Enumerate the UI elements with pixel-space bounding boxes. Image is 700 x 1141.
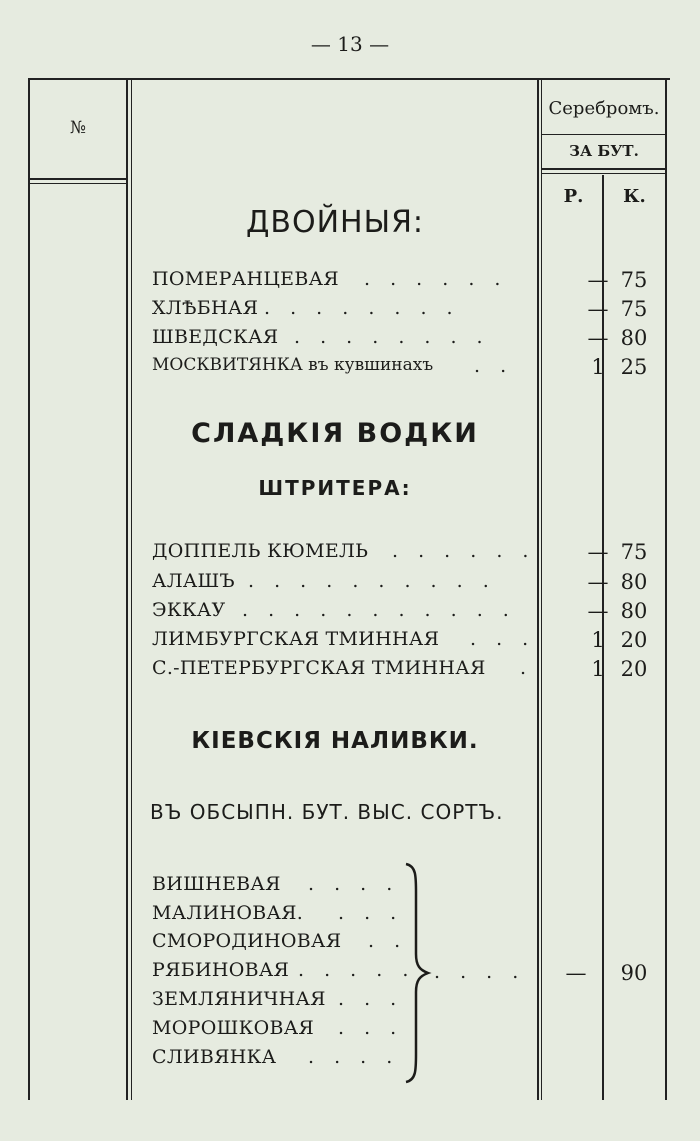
item-name: ШВЕДСКАЯ [152,326,279,348]
item-name: ЗЕМЛЯНИЧНАЯ [152,988,326,1010]
kiev-kopecks: 90 [620,961,648,985]
item-dots: . . . . . . . . [264,297,460,319]
header-bottom-rule [541,168,667,170]
table-right-border [665,78,667,1100]
item-rubles: 1 [591,657,605,681]
item-dots: . . . . . . . . [294,326,490,348]
item-dots: . . [474,355,514,377]
item-dots: . . . . [308,873,400,895]
item-rubles: — [587,540,609,564]
item-kopecks: 75 [620,297,648,321]
silver-header: Серебромъ. [548,98,660,119]
brace-dots: . . . . [434,961,526,983]
item-kopecks: 25 [620,355,648,379]
table-left-border [28,78,30,1100]
item-kopecks: 20 [620,657,648,681]
item-kopecks: 80 [620,326,648,350]
item-kopecks: 80 [620,599,648,623]
header-bottom-rule-2 [541,173,667,174]
right-brace [402,862,432,1084]
item-dots: . . . . . . . . . . . [242,599,516,621]
item-dots: . [520,657,534,679]
item-rubles: — [587,599,609,623]
item-name: МОСКВИТЯНКА въ кувшинахъ [152,355,434,375]
item-name: ХЛѢБНАЯ [152,297,259,319]
price-column-divider-inner [541,78,542,1100]
number-header-rule [30,178,126,180]
kiev-rubles: — [565,961,587,985]
item-name: МОРОШКОВАЯ [152,1017,315,1039]
number-column-divider-inner [131,78,132,1100]
number-column-header: № [69,118,87,138]
number-column-divider [126,78,128,1100]
item-dots: . . . . . . . . . . [248,570,496,592]
item-name: АЛАШЪ [152,570,235,592]
kopecks-header: К. [623,186,646,207]
item-rubles: — [587,326,609,350]
section-title-double: ДВОЙНЫЯ: [245,205,425,240]
section-subtitle-kiev: ВЪ ОБСЫПН. БУТ. ВЫС. СОРТЪ. [150,800,504,824]
item-kopecks: 20 [620,628,648,652]
per-bottle-header: ЗА БУТ. [569,142,639,160]
item-dots: . . . . . . [392,540,536,562]
table-top-border [28,78,670,80]
section-title-sweet: СЛАДКІЯ ВОДКИ [191,418,479,449]
section-subtitle-sweet: ШТРИТЕРА: [258,476,412,500]
item-rubles: — [587,268,609,292]
item-kopecks: 75 [620,540,648,564]
rubles-header: Р. [563,186,584,207]
item-name: МАЛИНОВАЯ. [152,902,304,924]
item-kopecks: 80 [620,570,648,594]
page-number: — 13 — [310,32,390,56]
item-name: ПОМЕРАНЦЕВАЯ [152,268,339,290]
section-title-kiev: КІЕВСКІЯ НАЛИВКИ. [191,728,479,754]
item-rubles: — [587,297,609,321]
number-header-rule-2 [30,183,126,184]
item-name: С.-ПЕТЕРБУРГСКАЯ ТМИННАЯ [152,657,486,679]
item-name: СМОРОДИНОВАЯ [152,930,342,952]
item-rubles: — [587,570,609,594]
item-dots: . . . [338,988,404,1010]
item-name: РЯБИНОВАЯ [152,959,290,981]
item-name: ДОППЕЛЬ КЮМЕЛЬ [152,540,369,562]
item-dots: . . . . . . [364,268,508,290]
item-dots: . . . . [308,1046,400,1068]
silver-header-divider [541,134,667,135]
item-rubles: 1 [591,628,605,652]
item-rubles: 1 [591,355,605,379]
item-dots: . . . [470,628,536,650]
item-name: ВИШНЕВАЯ [152,873,281,895]
item-dots: . . . [338,1017,404,1039]
item-name: ЭККАУ [152,599,226,621]
item-kopecks: 75 [620,268,648,292]
item-name: ЛИМБУРГСКАЯ ТМИННАЯ [152,628,440,650]
item-dots: . . . . . [298,959,416,981]
price-column-divider [537,78,539,1100]
item-dots: . . . [338,902,404,924]
item-name: СЛИВЯНКА [152,1046,277,1068]
item-dots: . . [368,930,408,952]
